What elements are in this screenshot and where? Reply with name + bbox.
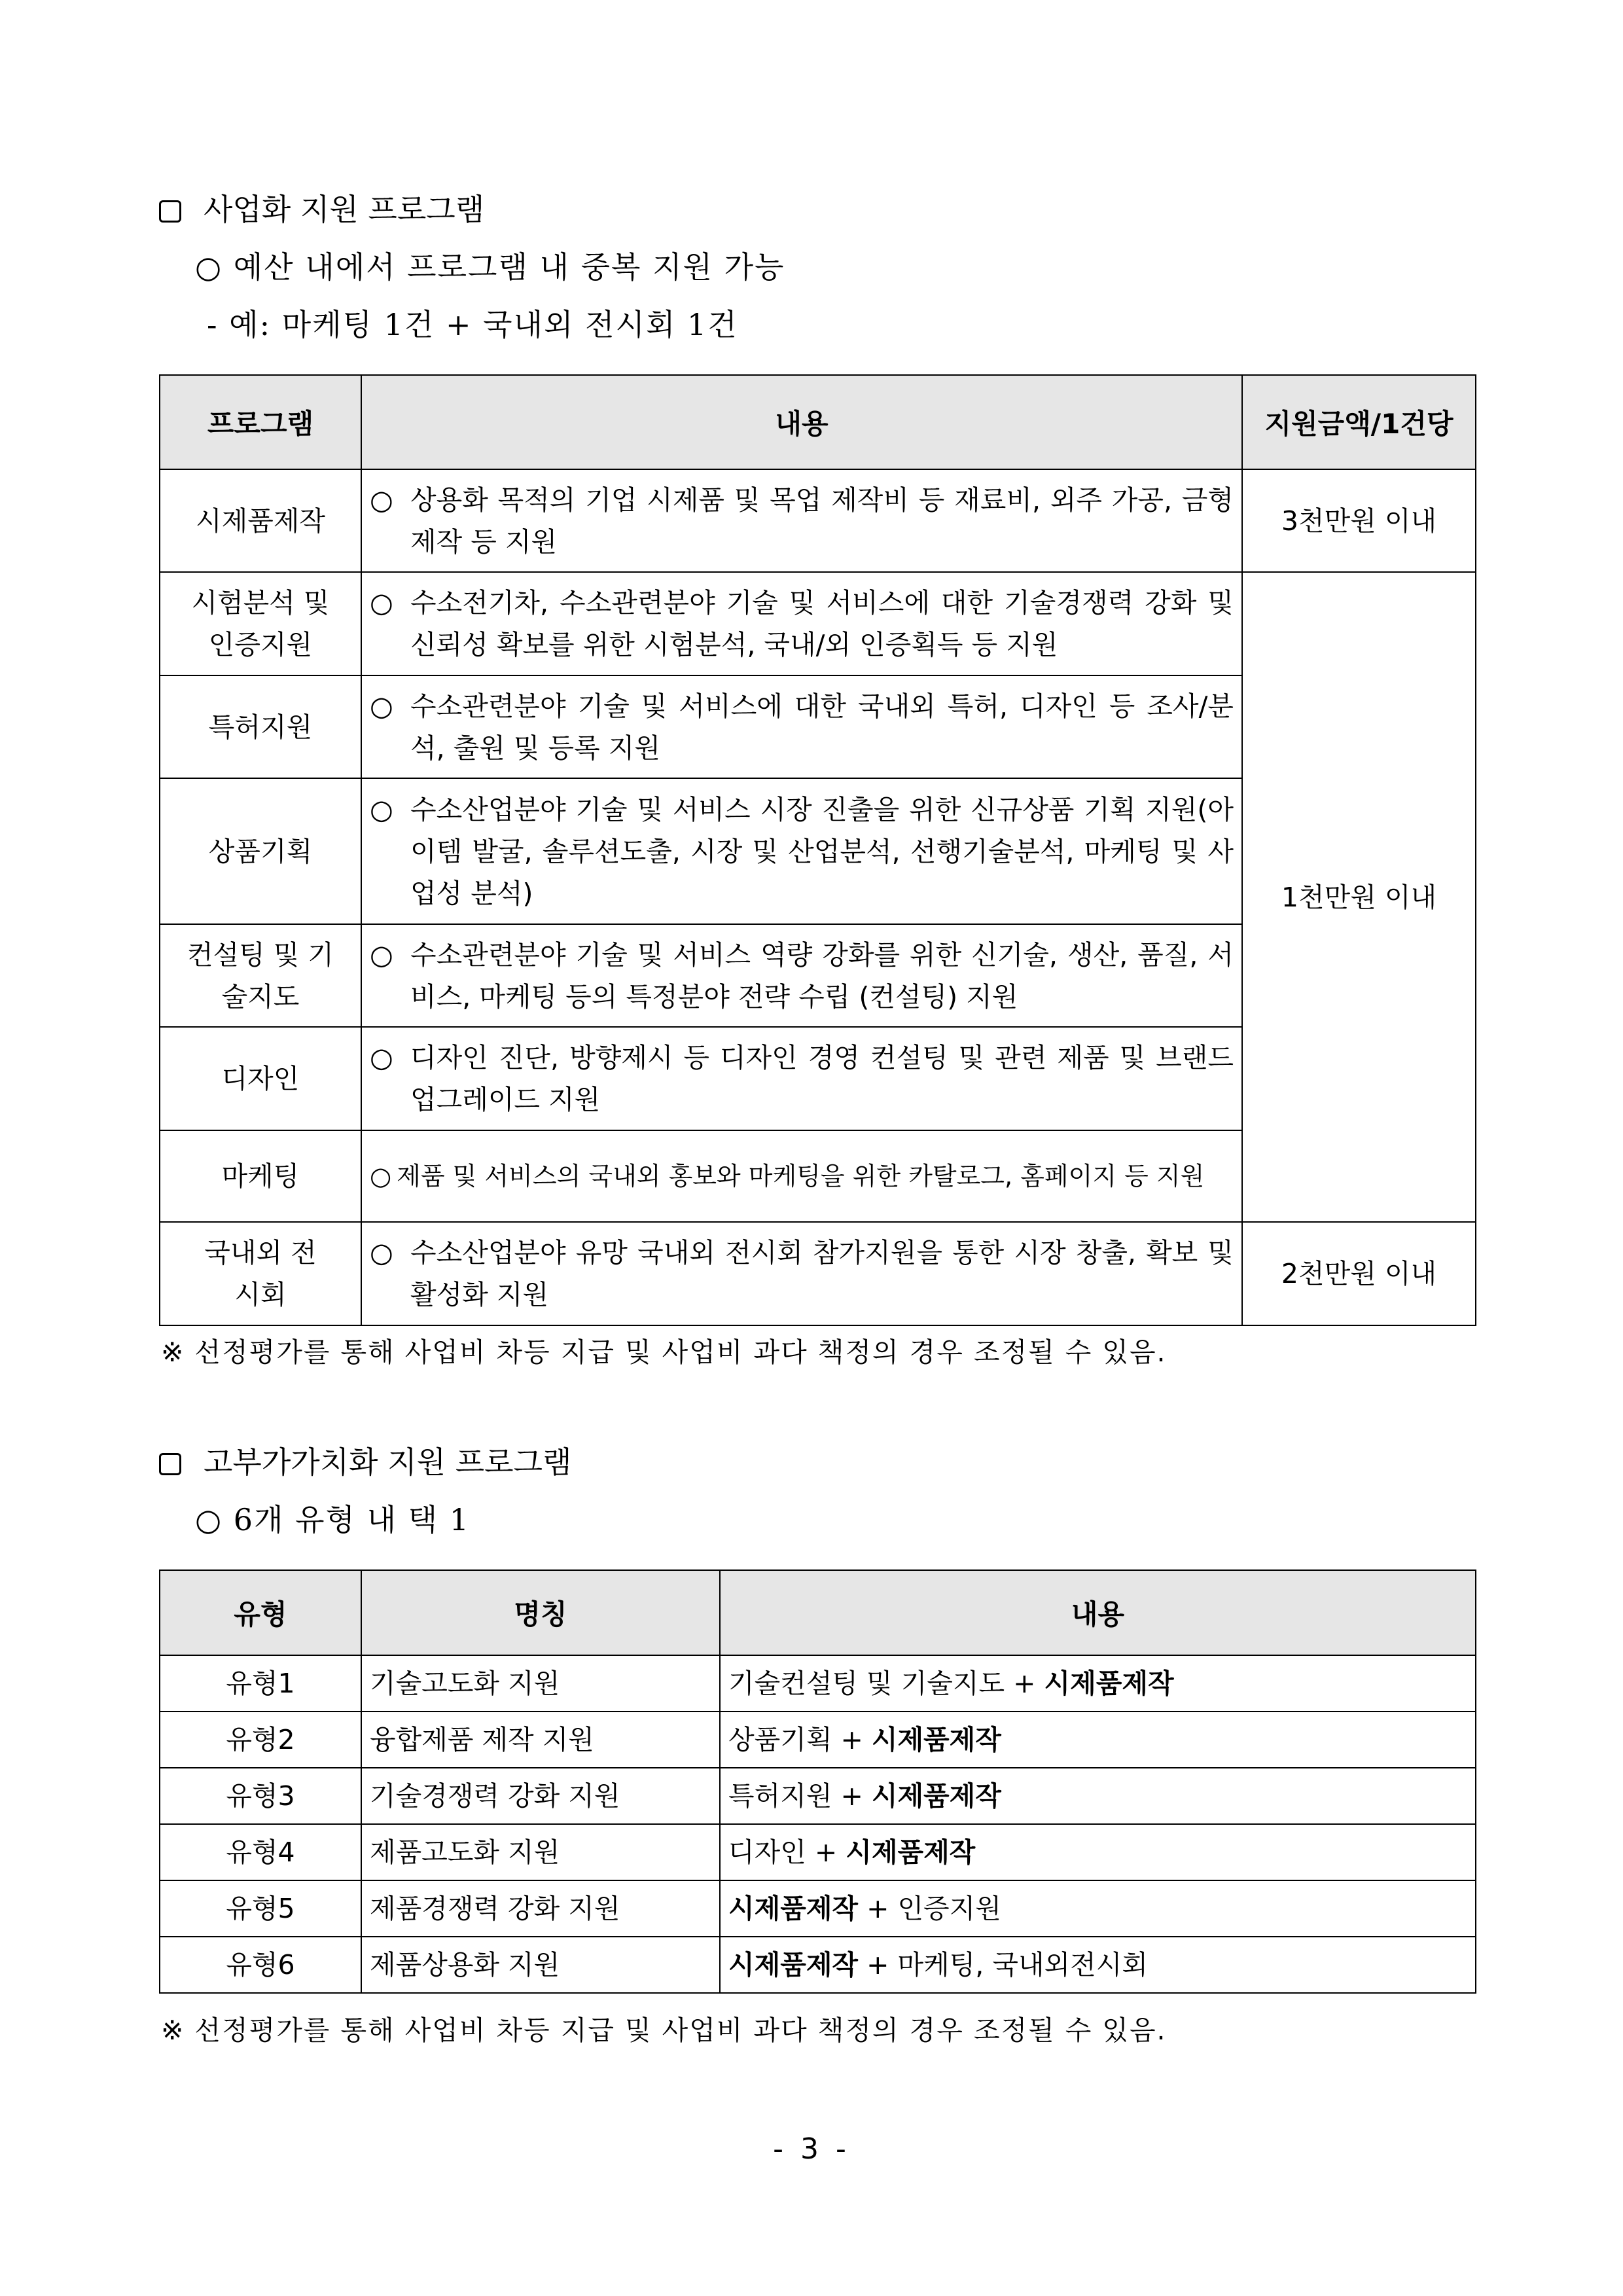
program-name: 시험분석 및 인증지원 <box>160 572 361 675</box>
section2-bullet: ○ 6개 유형 내 택 1 <box>195 1502 470 1537</box>
program-name: 특허지원 <box>160 675 361 778</box>
checkbox-square-icon <box>159 200 181 223</box>
table-row <box>160 1655 1476 1712</box>
type-content: 시제품제작 + 인증지원 <box>720 1880 1476 1937</box>
program-amount: 2천만원 이내 <box>1242 1222 1476 1325</box>
header-program: 프로그램 <box>160 375 361 469</box>
program-desc: ○ 수소관련분야 기술 및 서비스 역량 강화를 위한 신기술, 생산, 품질, 서비스, 마케팅 등의 특정분야 전략 수립 (컨설팅) 지원 <box>361 924 1242 1027</box>
program-desc: ○ 상용화 목적의 기업 시제품 및 목업 제작비 등 재료비, 외주 가공, 금형 제작 등 지원 <box>361 469 1242 572</box>
type-content: 상품기획 + 시제품제작 <box>720 1712 1476 1768</box>
program-desc: ○ 수소산업분야 유망 국내외 전시회 참가지원을 통한 시장 창출, 확보 및 활성화 지원 <box>361 1222 1242 1325</box>
section1-note: ※ 선정평가를 통해 사업비 차등 지급 및 사업비 과다 책정의 경우 조정될 수 있음. <box>161 1336 1167 1368</box>
table-row <box>160 469 1476 572</box>
type-content: 기술컨설팅 및 기술지도 + 시제품제작 <box>720 1655 1476 1712</box>
program-name: 상품기획 <box>160 778 361 924</box>
table-row <box>160 1880 1476 1937</box>
type-content: 특허지원 + 시제품제작 <box>720 1768 1476 1824</box>
section1-title-text: 사업화 지원 프로그램 <box>204 192 485 227</box>
type-content: 디자인 + 시제품제작 <box>720 1824 1476 1880</box>
program-desc: ○ 디자인 진단, 방향제시 등 디자인 경영 컨설팅 및 관련 제품 및 브랜드 업그레이드 지원 <box>361 1027 1242 1130</box>
type-table <box>159 1570 1476 1994</box>
type-name: 기술고도화 지원 <box>361 1655 720 1712</box>
program-desc: ○ 수소관련분야 기술 및 서비스에 대한 국내외 특허, 디자인 등 조사/분석, 출원 및 등록 지원 <box>361 675 1242 778</box>
checkbox-square-icon <box>159 1453 181 1475</box>
type-name: 기술경쟁력 강화 지원 <box>361 1768 720 1824</box>
table-row <box>160 572 1476 675</box>
header-content: 내용 <box>361 375 1242 469</box>
table-row <box>160 1712 1476 1768</box>
program-table <box>159 374 1476 1326</box>
section1-bullet: ○ 예산 내에서 프로그램 내 중복 지원 가능 <box>195 249 785 285</box>
program-desc: ○ 제품 및 서비스의 국내외 홍보와 마케팅을 위한 카탈로그, 홈페이지 등 지원 <box>361 1130 1242 1222</box>
type-cell: 유형1 <box>160 1655 361 1712</box>
program-name: 디자인 <box>160 1027 361 1130</box>
type-cell: 유형6 <box>160 1937 361 1993</box>
type-name: 제품상용화 지원 <box>361 1937 720 1993</box>
header-type: 유형 <box>160 1570 361 1655</box>
type-name: 제품고도화 지원 <box>361 1824 720 1880</box>
program-amount: 1천만원 이내 <box>1242 572 1476 1222</box>
table-row <box>160 1937 1476 1993</box>
program-amount: 3천만원 이내 <box>1242 469 1476 572</box>
section1-example: - 예: 마케팅 1건 + 국내외 전시회 1건 <box>207 307 738 342</box>
program-name: 국내외 전시회 <box>160 1222 361 1325</box>
program-desc: ○ 수소산업분야 기술 및 서비스 시장 진출을 위한 신규상품 기획 지원(아이템 발굴, 솔루션도출, 시장 및 산업분석, 선행기술분석, 마케팅 및 사업성 분석) <box>361 778 1242 924</box>
program-name: 마케팅 <box>160 1130 361 1222</box>
section1-title <box>159 190 484 229</box>
type-content: 시제품제작 + 마케팅, 국내외전시회 <box>720 1937 1476 1993</box>
type-name: 융합제품 제작 지원 <box>361 1712 720 1768</box>
header-content: 내용 <box>720 1570 1476 1655</box>
program-name: 시제품제작 <box>160 469 361 572</box>
header-name: 명칭 <box>361 1570 720 1655</box>
type-cell: 유형3 <box>160 1768 361 1824</box>
table-row <box>160 1768 1476 1824</box>
type-cell: 유형2 <box>160 1712 361 1768</box>
type-cell: 유형5 <box>160 1880 361 1937</box>
section2-title <box>159 1443 571 1482</box>
header-amount: 지원금액/1건당 <box>1242 375 1476 469</box>
program-name: 컨설팅 및 기술지도 <box>160 924 361 1027</box>
type-name: 제품경쟁력 강화 지원 <box>361 1880 720 1937</box>
section2-title-text: 고부가가치화 지원 프로그램 <box>204 1444 572 1480</box>
section2-note: ※ 선정평가를 통해 사업비 차등 지급 및 사업비 과다 책정의 경우 조정될 수 있음. <box>161 2015 1167 2046</box>
program-desc: ○ 수소전기차, 수소관련분야 기술 및 서비스에 대한 기술경쟁력 강화 및 신뢰성 확보를 위한 시험분석, 국내/외 인증획득 등 지원 <box>361 572 1242 675</box>
table-row <box>160 1824 1476 1880</box>
page-number: - 3 - <box>773 2132 850 2166</box>
table-row <box>160 1222 1476 1325</box>
type-cell: 유형4 <box>160 1824 361 1880</box>
